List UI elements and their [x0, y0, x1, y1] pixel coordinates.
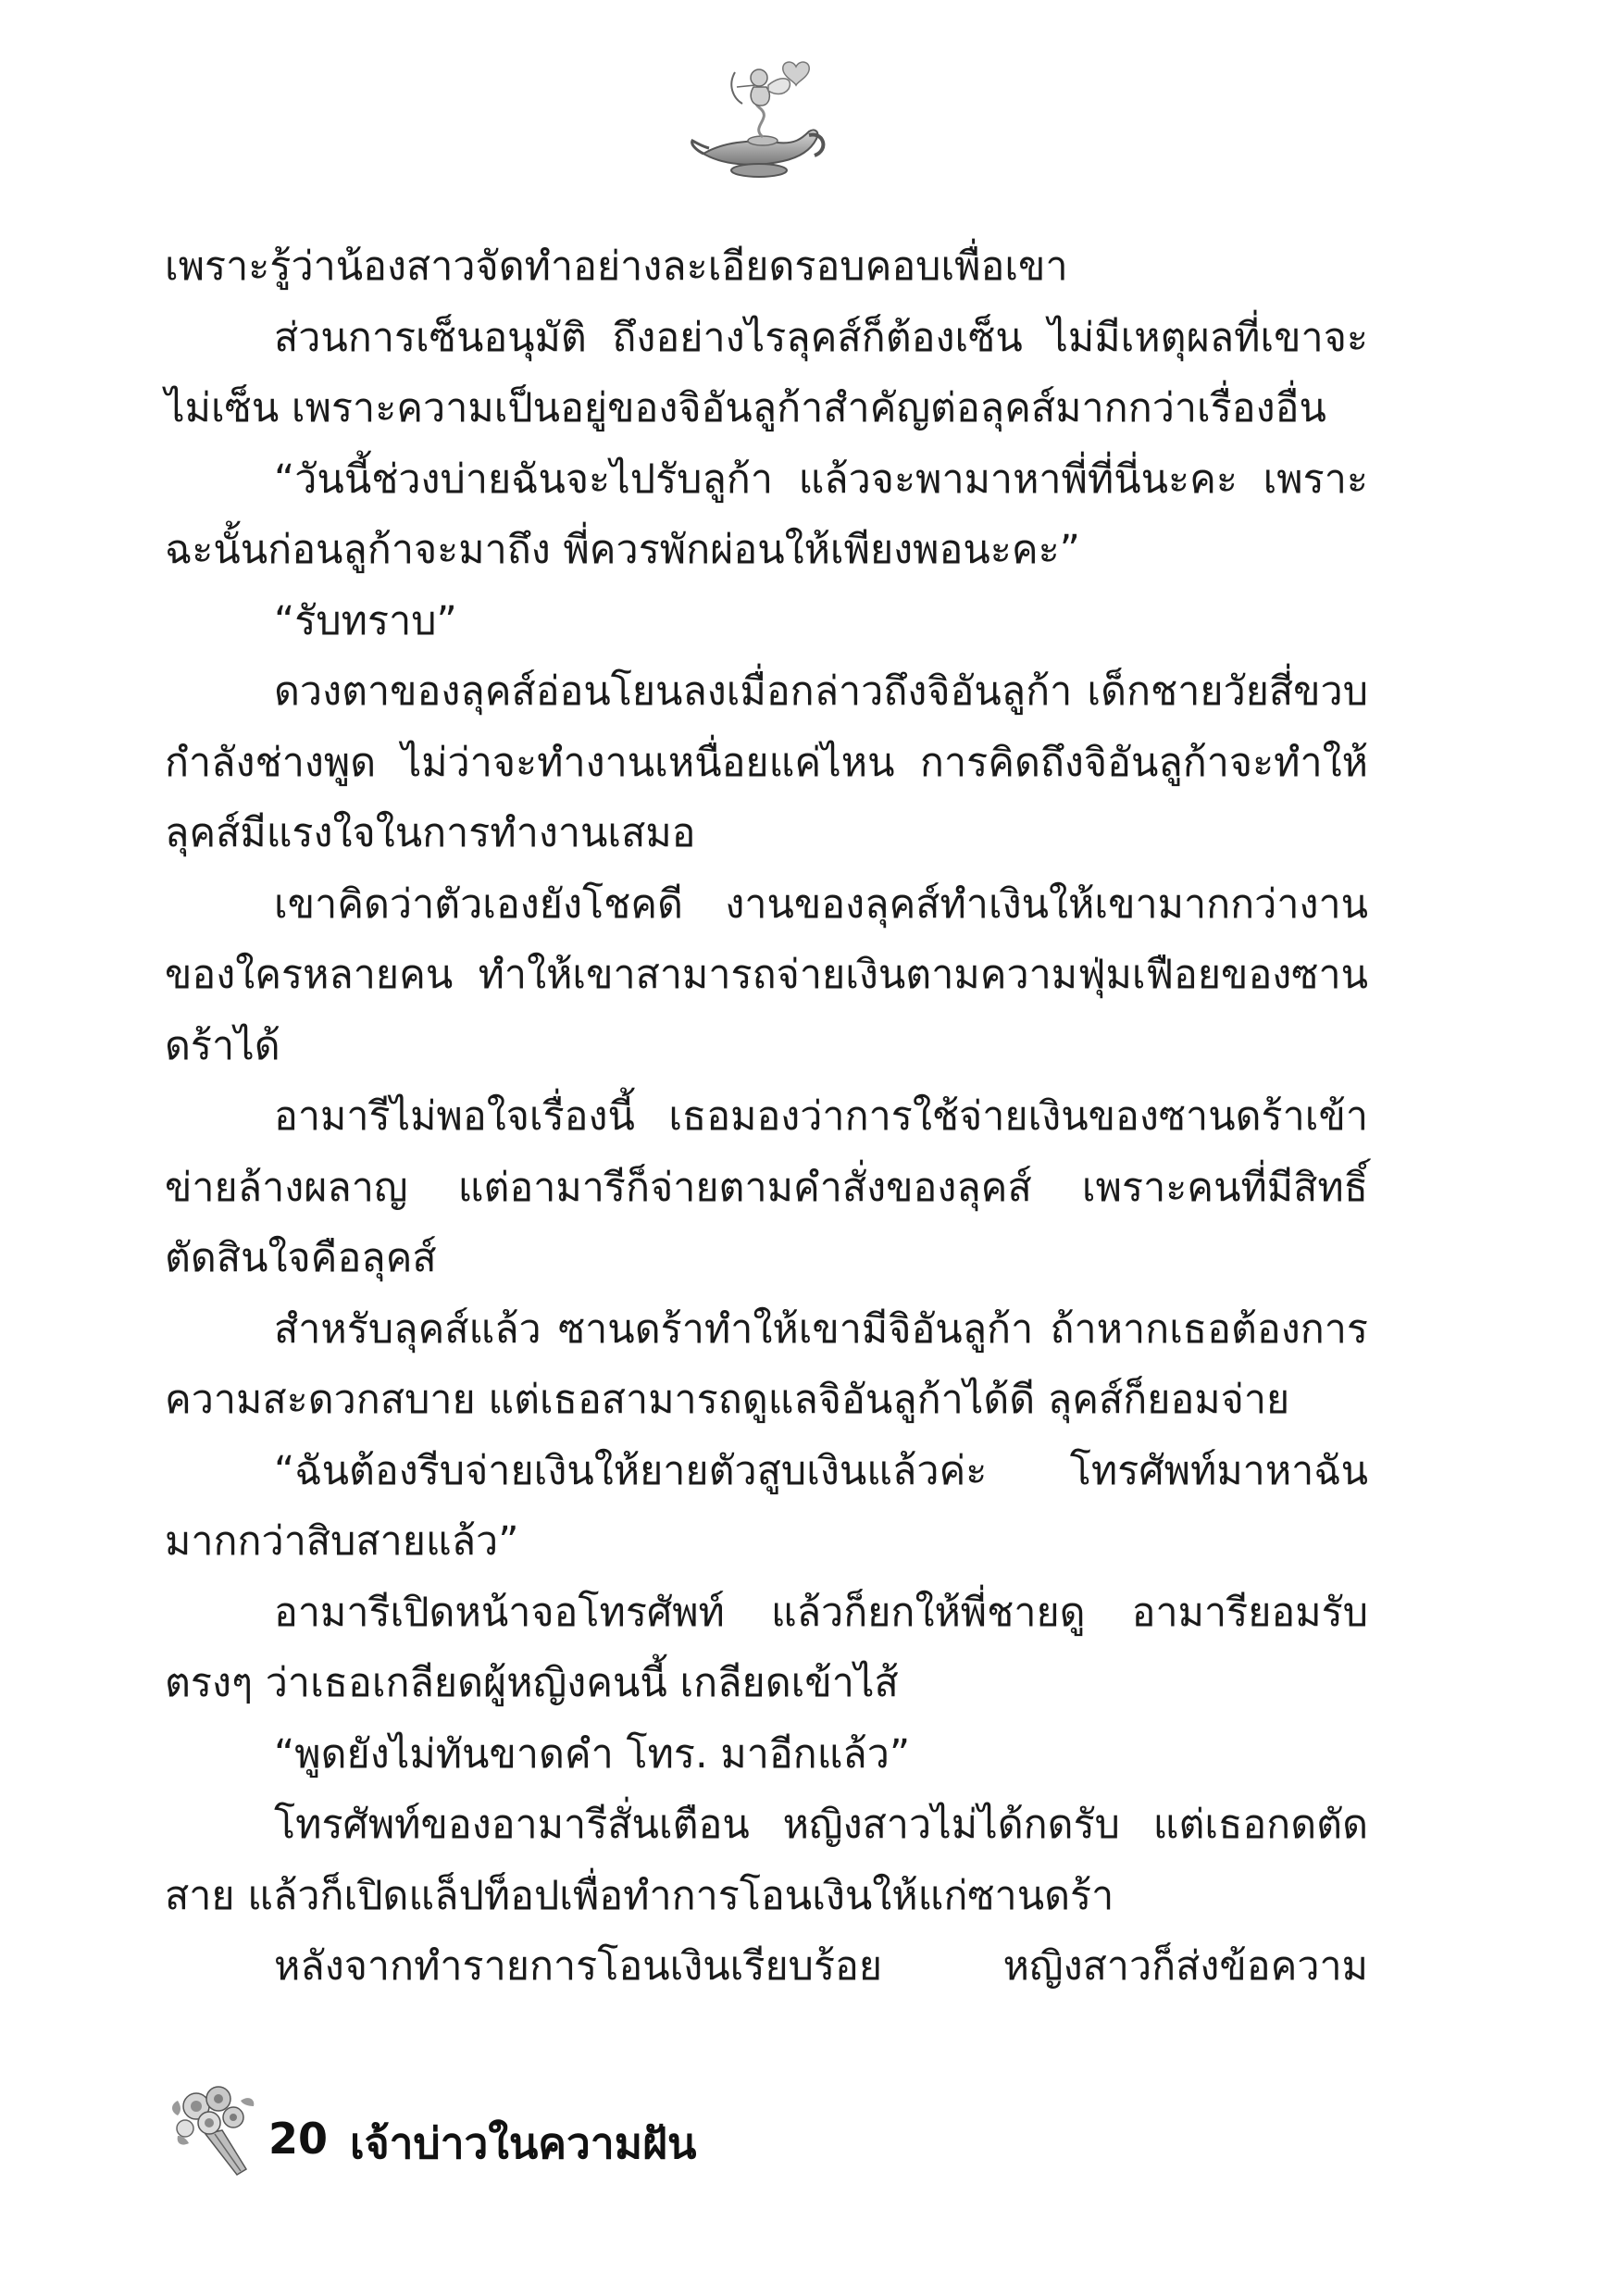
paragraph: “ฉันต้องรีบจ่ายเงินให้ยายตัวสูบเงินแล้วค่ะ โทรศัพท์มาหาฉันมากกว่าสิบสายแล้ว”	[165, 1447, 1368, 1565]
paragraph: “รับทราบ”	[274, 597, 457, 644]
paragraph: “พูดยังไม่ทันขาดคำ โทร. มาอีกแล้ว”	[274, 1730, 911, 1778]
paragraph: สำหรับลุคส์แล้ว ซานดร้าทำให้เขามีจิอันลูก้า ถ้าหากเธอต้องการความสะดวกสบาย แต่เธอสามารถดูแลจิอันลูก้าได้ดี ลุคส์ก็ยอมจ่าย	[165, 1305, 1368, 1423]
paragraph: เพราะรู้ว่าน้องสาวจัดทำอย่างละเอียดรอบคอบเพื่อเขา	[165, 243, 1068, 290]
paragraph: เขาคิดว่าตัวเองยังโชคดี งานของลุคส์ทำเงินให้เขามากกว่างานของใครหลายคน ทำให้เขาสามารถจ่ายเงินตามความฟุ่มเฟือยของซานดร้าได้	[165, 880, 1368, 1069]
page-number: 20	[268, 2114, 329, 2164]
paragraph: หลังจากทำรายการโอนเงินเรียบร้อย หญิงสาวก็ส่งข้อความ	[274, 1943, 1368, 1990]
paragraph: ดวงตาของลุคส์อ่อนโยนลงเมื่อกล่าวถึงจิอันลูก้า เด็กชายวัยสี่ขวบกำลังช่างพูด ไม่ว่าจะทำงานเหนื่อยแค่ไหน การคิดถึงจิอันลูก้าจะทำให้ลุคส์มีแรงใจในการทำงานเสมอ	[165, 668, 1368, 856]
flower-bouquet-icon	[168, 2078, 268, 2180]
chapter-body-text	[165, 231, 1368, 2003]
paragraph: โทรศัพท์ของอามารีสั่นเตือน หญิงสาวไม่ได้กดรับ แต่เธอกดตัดสาย แล้วก็เปิดแล็ปท็อปเพื่อทำการโอนเงินให้แก่ซานดร้า	[165, 1802, 1368, 1919]
paragraph: ส่วนการเซ็นอนุมัติ ถึงอย่างไรลุคส์ก็ต้องเซ็น ไม่มีเหตุผลที่เขาจะไม่เซ็น เพราะความเป็นอยู่ของจิอันลูก้าสำคัญต่อลุคส์มากกว่าเรื่องอื่น	[165, 314, 1368, 431]
paragraph: อามารีไม่พอใจเรื่องนี้ เธอมองว่าการใช้จ่ายเงินของซานดร้าเข้าข่ายล้างผลาญ แต่อามารีก็จ่ายตามคำสั่งของลุคส์ เพราะคนที่มีสิทธิ์ตัดสินใจคือลุคส์	[165, 1093, 1368, 1281]
paragraph: อามารีเปิดหน้าจอโทรศัพท์ แล้วก็ยกให้พี่ชายดู อามารียอมรับตรงๆ ว่าเธอเกลียดผู้หญิงคนนี้ เกลียดเข้าไส้	[165, 1589, 1368, 1706]
paragraph: “วันนี้ช่วงบ่ายฉันจะไปรับลูก้า แล้วจะพามาหาพี่ที่นี่นะคะ เพราะฉะนั้นก่อนลูก้าจะมาถึง พี่ควรพักผ่อนให้เพียงพอนะคะ”	[165, 455, 1368, 573]
cupid-lamp-ornament-icon	[685, 54, 833, 193]
page-footer	[165, 2078, 998, 2190]
book-title: เจ้าบ่าวในความฝัน	[350, 2118, 697, 2168]
